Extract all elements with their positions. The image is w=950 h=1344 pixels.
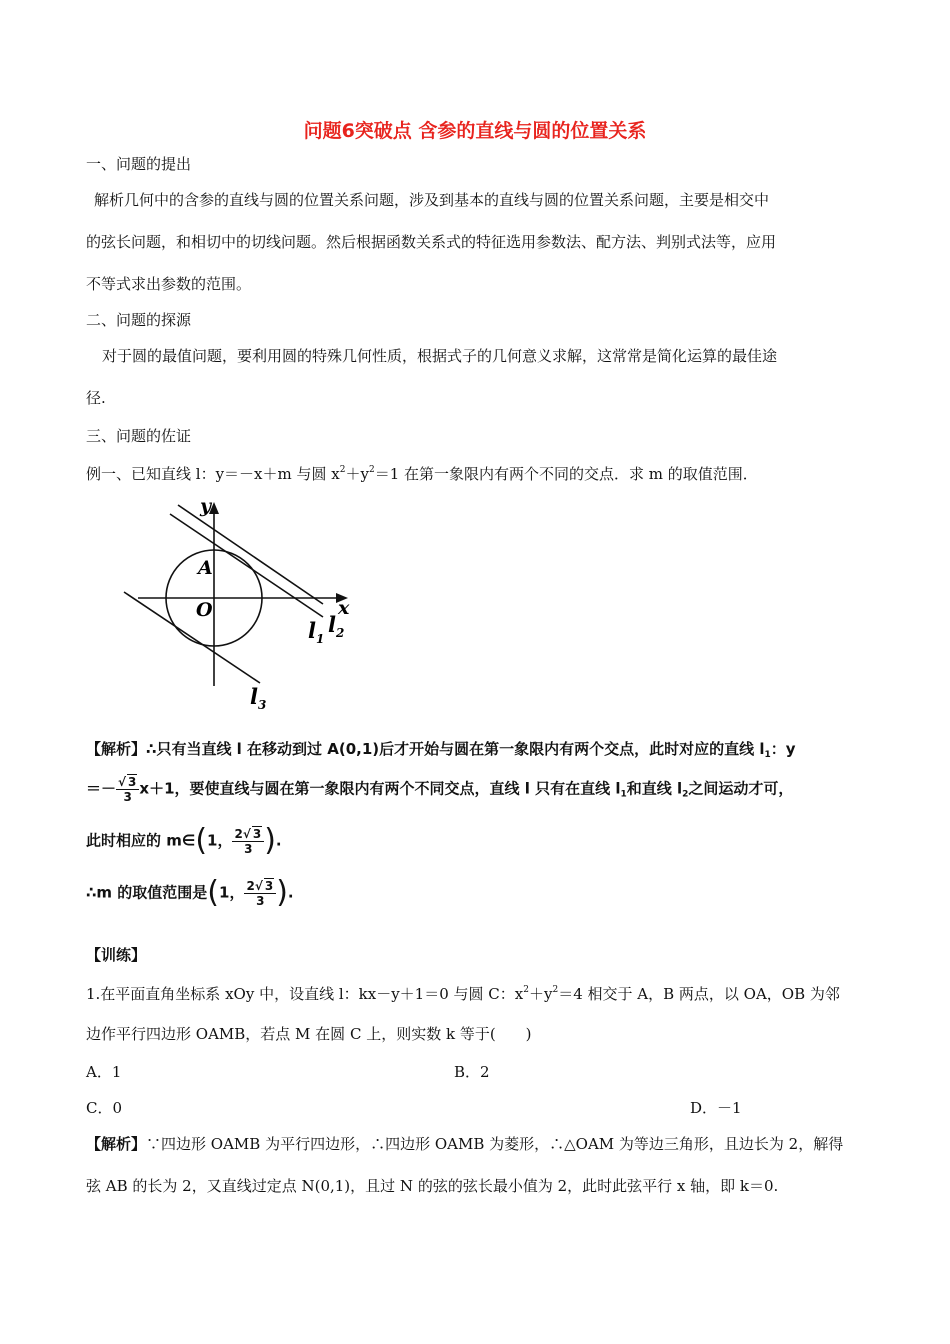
label-x: x (338, 597, 350, 619)
option-c: C．0 (86, 1099, 123, 1117)
sec1-line-1: 解析几何中的含参的直线与圆的位置关系问题，涉及到基本的直线与圆的位置关系问题，主要是相交中 (94, 191, 770, 209)
label-A: A (198, 557, 213, 579)
label-O: O (196, 599, 213, 621)
analysis-line-2: ＝－ $\frac{√ 3}{3}$ x＋1，要使直线与圆在第一象限内有两个不同交点，直线 l 只有在直线 $l_1$和直线 $l_2$之间运动才可， (86, 775, 794, 804)
question-1-line-1: 1.在平面直角坐标系 xOy 中，设直线 l：kx－y＋1＝0 与圆 C：$x^2+y^2=4$ 相交于 A，B 两点，以 OA，OB 为邻 (86, 985, 840, 1003)
page-title: 问题6突破点 含参的直线与圆的位置关系 (303, 120, 647, 142)
analysis-line-1: 【解析】∴只有当直线 l 在移动到过 A(0,1)后才开始与圆在第一象限内有两个交点，此时对应的直线 $l_1$：y (86, 740, 796, 760)
question-1-line-2: 边作平行四边形 OAMB，若点 M 在圆 C 上，则实数 k 等于( ) (86, 1025, 532, 1043)
example-1-statement: 例一、已知直线 l：y＝－x＋m 与圆 $x^2+y^2=1$ 在第一象限内有两个不同的交点．求 m 的取值范围． (86, 465, 758, 483)
sec1-line-2: 的弦长问题，和相切中的切线问题。然后根据函数关系式的特征选用参数法、配方法、判别式法等，应用 (86, 233, 777, 251)
label-y: y (200, 495, 212, 517)
fraction-2sqrt3-over-3: $\frac{2√ 3}{3}$ (232, 826, 264, 856)
label-l2: $l_2$ (328, 612, 345, 640)
line-l2 (178, 505, 323, 604)
option-d: D．－1 (690, 1099, 742, 1117)
line-l3 (124, 592, 260, 683)
training-analysis-line-2: 弦 AB 的长为 2，又直线过定点 N(0,1)，且过 N 的弦的弦长最小值为 2，此时此弦平行 x 轴，即 k＝0. (86, 1177, 779, 1195)
option-a: A．1 (86, 1063, 122, 1081)
section-heading-3: 三、问题的佐证 (86, 427, 192, 445)
label-l1: $l_1$ (308, 618, 325, 646)
analysis-line-4: ∴m 的取值范围是(1， $\frac{2√ 3}{3}$ ). (86, 875, 294, 910)
label-l3: $l_3$ (250, 684, 267, 712)
fraction-sqrt3-over-3: $\frac{√ 3}{3}$ (116, 774, 139, 804)
option-b: B．2 (454, 1063, 490, 1081)
training-heading: 【训练】 (86, 946, 147, 964)
sec2-line-1: 对于圆的最值问题，要利用圆的特殊几何性质，根据式子的几何意义求解，这常常是简化运算的最佳途 (102, 347, 778, 365)
sec1-line-3: 不等式求出参数的范围。 (86, 275, 252, 293)
fraction-2sqrt3-over-3-b: $\frac{2√ 3}{3}$ (244, 878, 276, 908)
training-analysis-line-1: 【解析】∵四边形 OAMB 为平行四边形，∴四边形 OAMB 为菱形，∴△OAM 为等边三角形，且边长为 2，解得 (86, 1135, 844, 1153)
sec2-line-2: 径. (86, 389, 106, 407)
analysis-line-3: 此时相应的 m∈(1， $\frac{2√ 3}{3}$ ). (86, 823, 282, 858)
section-heading-1: 一、问题的提出 (86, 155, 192, 173)
line-circle-figure (118, 492, 368, 722)
line-l1 (170, 514, 323, 617)
section-heading-2: 二、问题的探源 (86, 311, 192, 329)
